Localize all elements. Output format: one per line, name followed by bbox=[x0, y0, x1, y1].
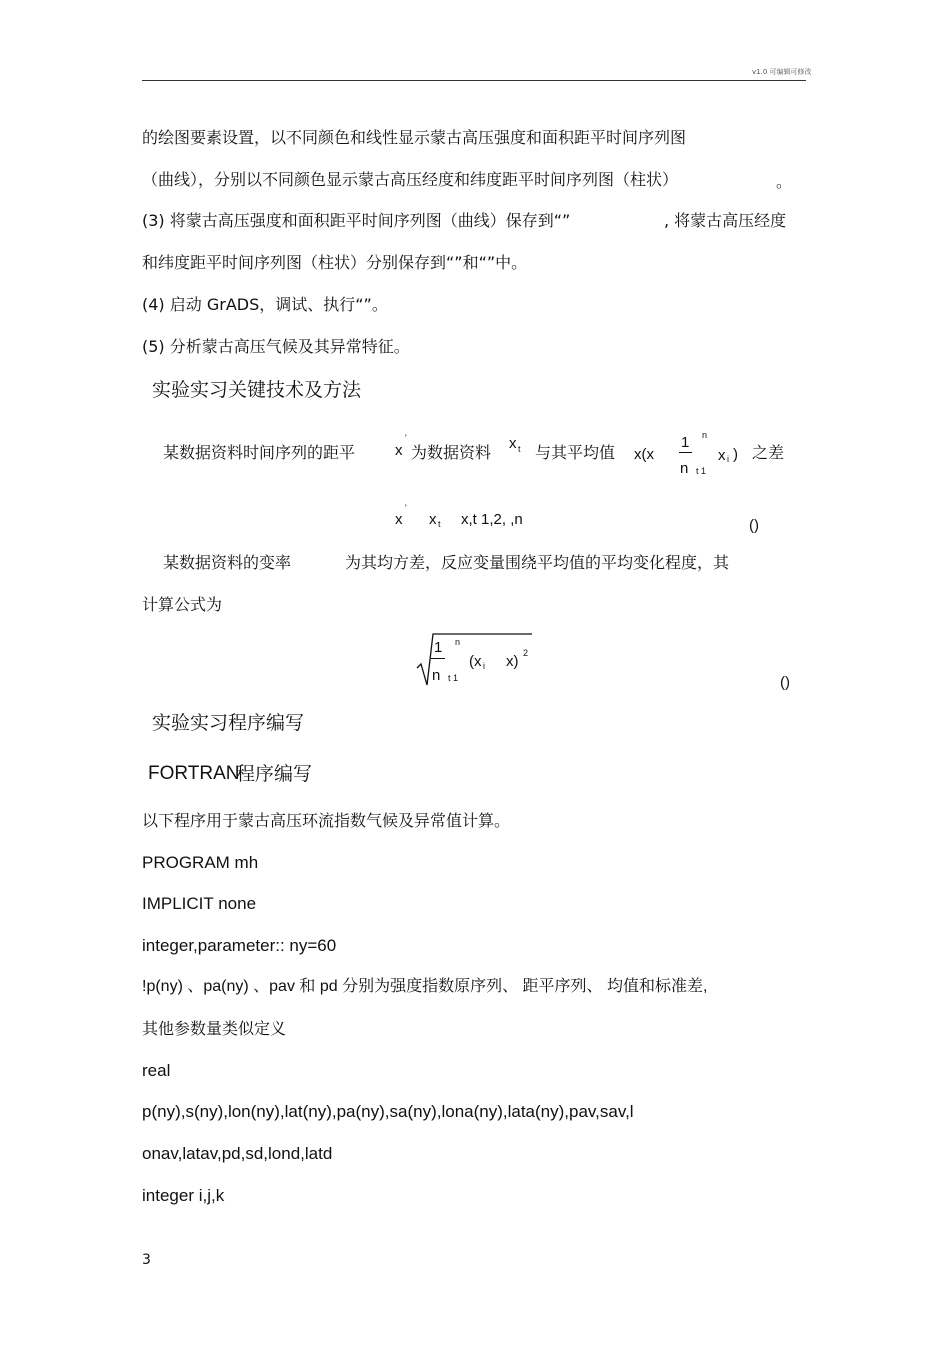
subsection-heading-fortran: FORTRAN bbox=[148, 763, 240, 784]
math-sub-t: t bbox=[518, 444, 521, 454]
code-comment-line: 其他参数量类似定义 bbox=[142, 1019, 287, 1038]
math-prime: ' bbox=[405, 433, 407, 443]
paragraph-line: 的绘图要素设置，以不同颜色和线性显示蒙古高压强度和面积距平时间序列图 bbox=[142, 128, 687, 147]
formula1-body: x,t 1,2, ,n bbox=[461, 511, 523, 528]
paragraph-line-end: 。 bbox=[776, 172, 793, 191]
paragraph-line: 和纬度距平时间序列图（柱状）分别保存到“”和“”中。 bbox=[142, 253, 528, 272]
formula2-open: (x bbox=[469, 653, 482, 670]
math-sum-top: n bbox=[702, 430, 708, 440]
formula2-frac-den: n bbox=[432, 667, 441, 684]
code-line: onav,latav,pd,sd,lond,latd bbox=[142, 1144, 333, 1163]
math-frac-num: 1 bbox=[681, 434, 690, 451]
equation-number: () bbox=[749, 517, 759, 534]
equation-number: () bbox=[780, 674, 790, 691]
code-comment-line: !p(ny) 、pa(ny) 、pav 和 pd 分别为强度指数原序列、 距平序列、 均值和标准差, bbox=[142, 978, 708, 995]
formula1-xt: x bbox=[429, 511, 437, 528]
formula2-frac-num: 1 bbox=[434, 639, 443, 656]
formula2-exponent: 2 bbox=[523, 648, 529, 658]
code-line: integer,parameter:: ny=60 bbox=[142, 936, 337, 955]
math-sum-bottom: t 1 bbox=[696, 466, 707, 476]
code-line: PROGRAM mh bbox=[142, 853, 259, 872]
method-text: 某数据资料时间序列的距平 bbox=[163, 443, 356, 462]
formula2-sum-top: n bbox=[455, 637, 461, 647]
method-text: 与其平均值 bbox=[535, 443, 616, 462]
formula1-prime: ' bbox=[405, 503, 407, 513]
method-text: 为数据资料 bbox=[411, 443, 492, 462]
formula1-x: x bbox=[395, 511, 403, 528]
code-line: IMPLICIT none bbox=[142, 894, 257, 913]
fraction-bar bbox=[679, 452, 692, 453]
math-mean: x(x bbox=[634, 446, 654, 463]
header-version-note: v1.0 可编辑可修改 bbox=[752, 68, 812, 76]
code-line: real bbox=[142, 1061, 171, 1080]
code-line: p(ny),s(ny),lon(ny),lat(ny),pa(ny),sa(ny),lona(ny),lata(ny),pav,sav,l bbox=[142, 1102, 634, 1121]
method-text: 计算公式为 bbox=[142, 595, 223, 614]
formula2-mid: x) bbox=[506, 653, 519, 670]
header-rule bbox=[142, 80, 806, 81]
math-sub-i: i bbox=[727, 454, 729, 464]
math-frac-den: n bbox=[680, 460, 689, 477]
method-text: 某数据资料的变率 bbox=[163, 553, 292, 572]
section-heading: 实验实习程序编写 bbox=[152, 712, 305, 734]
formula1-sub-t: t bbox=[438, 519, 441, 529]
code-line: integer i,j,k bbox=[142, 1186, 225, 1205]
fraction-bar bbox=[431, 658, 445, 659]
math-xt: x bbox=[509, 435, 517, 452]
formula2-sum-bottom: t 1 bbox=[448, 673, 459, 683]
subsection-heading: 程序编写 bbox=[236, 763, 313, 785]
paragraph-line: （曲线），分别以不同颜色显示蒙古高压经度和纬度距平时间序列图（柱状） bbox=[142, 170, 679, 189]
method-text: 为其均方差，反应变量围绕平均值的平均变化程度，其 bbox=[345, 553, 730, 572]
math-close-paren: ) bbox=[733, 446, 738, 463]
step-5-text: (5) 分析蒙古高压气候及其异常特征。 bbox=[142, 337, 410, 356]
step-3-text-cont: , 将蒙古高压经度 bbox=[664, 211, 787, 230]
section-heading: 实验实习关键技术及方法 bbox=[152, 379, 362, 401]
step-4-text: (4) 启动 GrADS，调试、执行“”。 bbox=[142, 295, 388, 314]
page-number: 3 bbox=[142, 1252, 151, 1268]
math-xi: x bbox=[718, 447, 726, 464]
code-intro: 以下程序用于蒙古高压环流指数气候及异常值计算。 bbox=[142, 811, 511, 830]
method-text: 之差 bbox=[752, 443, 785, 462]
formula2-sub-i: i bbox=[483, 661, 485, 671]
math-x: x bbox=[395, 442, 403, 459]
step-3-text: (3) 将蒙古高压强度和面积距平时间序列图（曲线）保存到“” bbox=[142, 211, 571, 230]
